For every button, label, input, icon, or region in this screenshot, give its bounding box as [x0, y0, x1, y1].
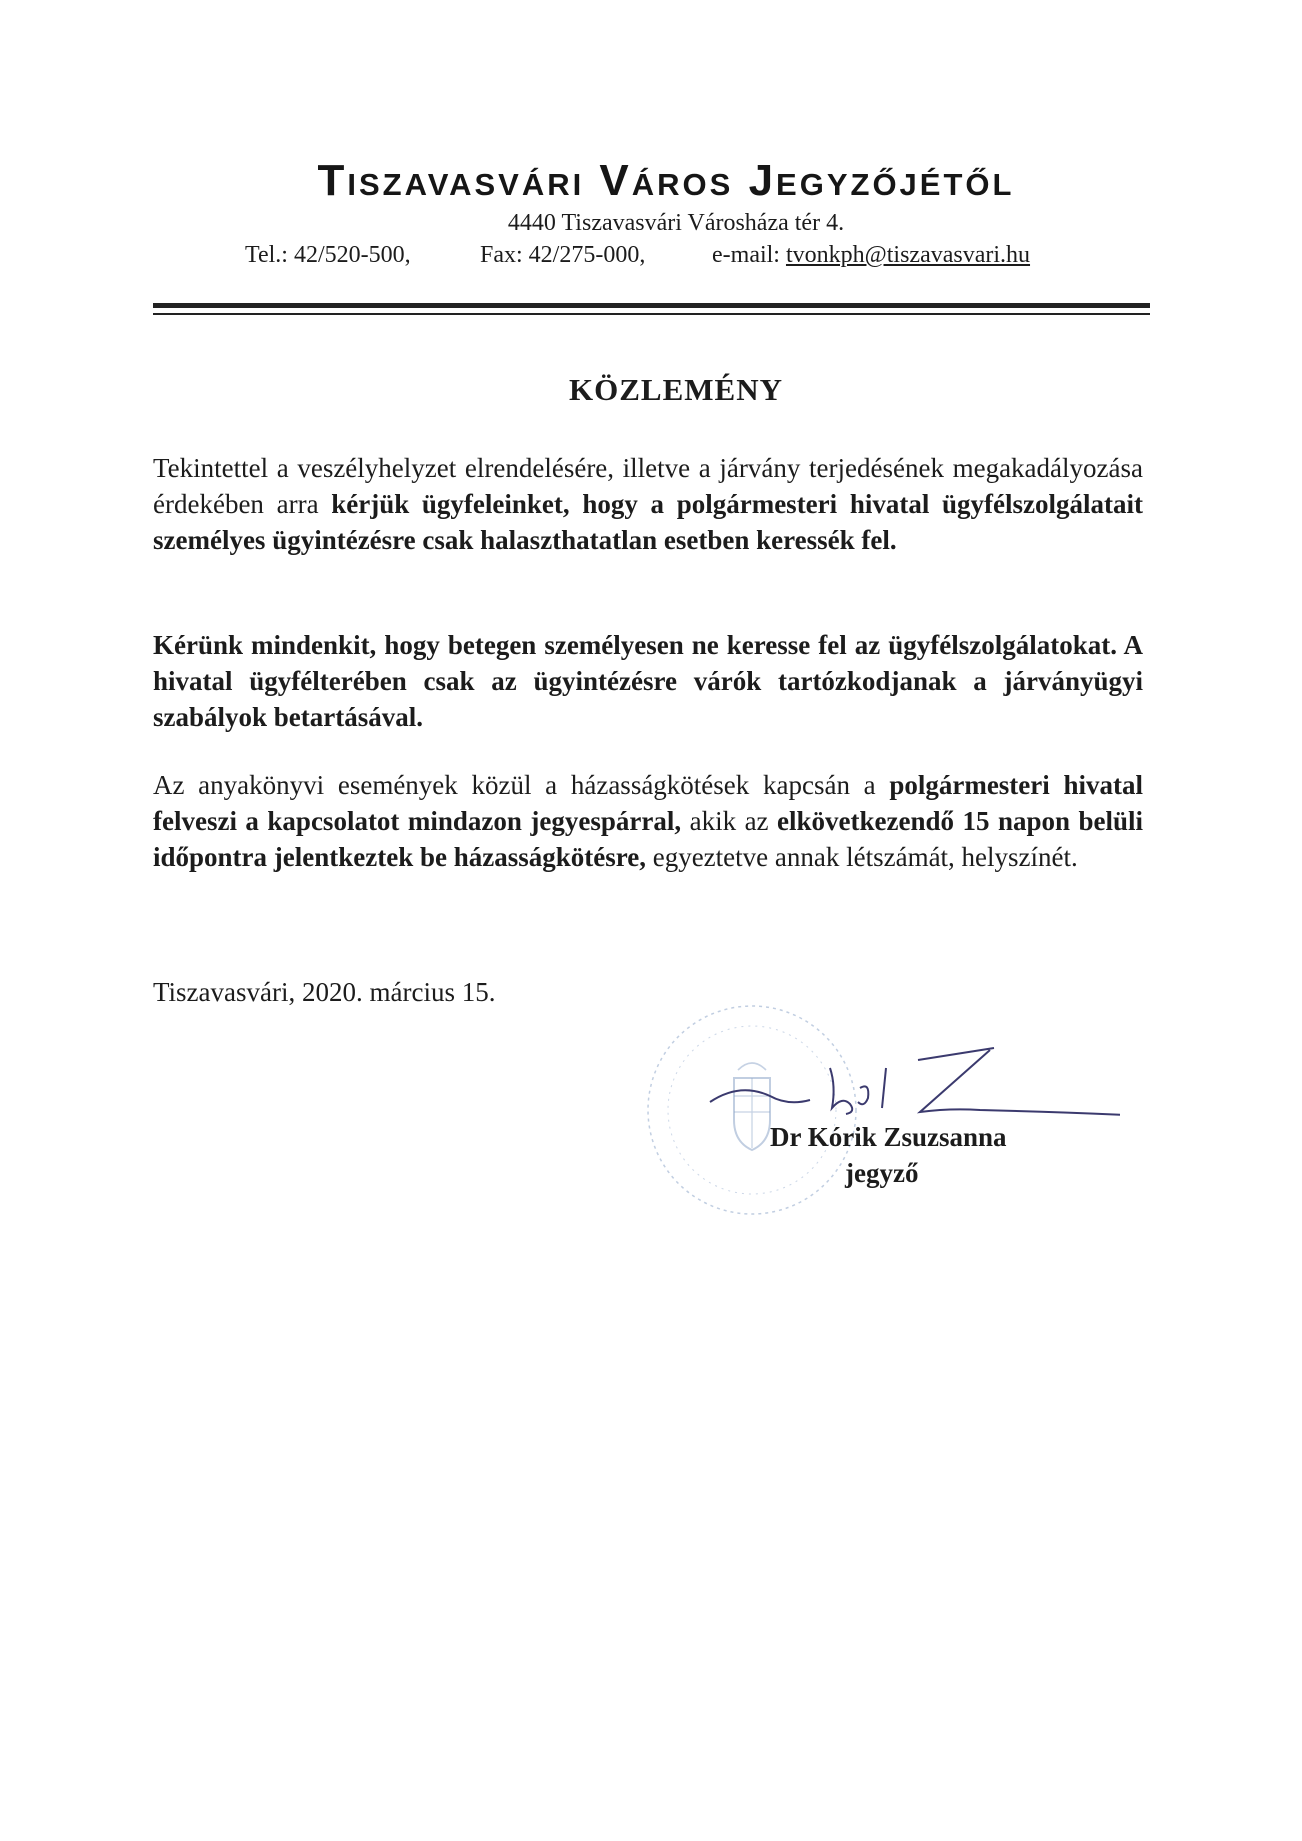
- signer-name: Dr Kórik Zsuzsanna: [770, 1122, 1007, 1152]
- emphasized-text: Kérünk mindenkit, hogy betegen személyesen ne keresse fel az ügyfélszolgálatokat. A hivatal ügyfélterében csak az ügyintézésre várók tartózkodjanak a járványügyi szabályok betartásával.: [153, 630, 1143, 732]
- paragraph-text: akik az: [681, 806, 778, 836]
- letterhead-divider-thick: [153, 303, 1150, 308]
- notice-paragraph: [153, 450, 1143, 558]
- emphasized-text: kérjük ügyfeleinket, hogy a polgármesteri hivatal ügyfélszolgálatait személyes ügyintézésre csak halaszthatatlan esetben keressék fel.: [153, 489, 1143, 555]
- letterhead-phone: Tel.: 42/520-500,: [245, 242, 411, 268]
- letterhead-divider-thin: [153, 313, 1150, 315]
- email-link[interactable]: tvonkph@tiszavasvari.hu: [785, 242, 1031, 268]
- notice-paragraph: [153, 767, 1143, 875]
- emphasized-text: polgármesteri hivatal felveszi a kapcsolatot mindazon jegyespárral,: [153, 770, 1143, 836]
- notice-paragraph: [153, 627, 1143, 735]
- paragraph-text: Tekintettel a veszélyhelyzet elrendelésére, illetve a járvány terjedésének megakadályozása érdekében arra: [153, 453, 1143, 519]
- paragraph-text: Az anyakönyvi események közül a házasságkötések kapcsán a: [153, 770, 890, 800]
- letterhead-email-line: [712, 242, 1030, 269]
- emphasized-text: elkövetkezendő 15 napon belüli időpontra jelentkeztek be házasságkötésre,: [153, 806, 1144, 872]
- paragraph-text: egyeztetve annak létszámát, helyszínét.: [645, 842, 1078, 872]
- signer-role: jegyző: [845, 1158, 919, 1188]
- email-label: e-mail:: [712, 242, 780, 268]
- letterhead-fax: Fax: 42/275-000,: [480, 242, 646, 268]
- letterhead-title: Tiszavasvári Város Jegyzőjétől: [317, 156, 1015, 205]
- letterhead-address: 4440 Tiszavasvári Városháza tér 4.: [507, 210, 845, 236]
- notice-title: KÖZLEMÉNY: [569, 372, 783, 407]
- place-and-date: Tiszavasvári, 2020. március 15.: [153, 977, 496, 1007]
